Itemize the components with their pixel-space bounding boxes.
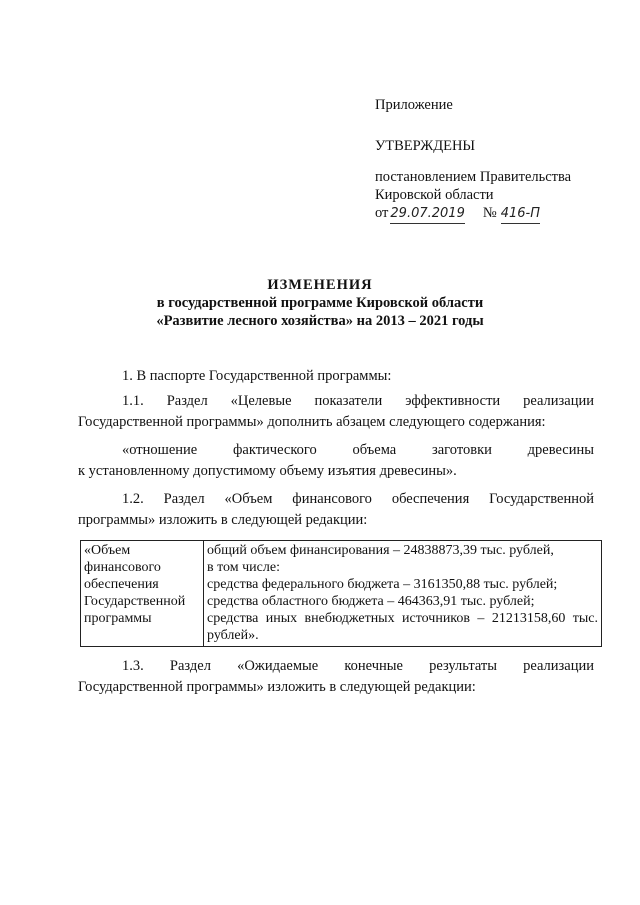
approved-label: УТВЕРЖДЕНЫ	[375, 138, 476, 154]
table-row	[81, 541, 602, 647]
value-line: средства федерального бюджета – 3161350,88 тыс. рублей;	[207, 577, 558, 592]
paragraph-1-3-line-1: 1.3. Раздел «Ожидаемые конечные результаты реализации	[122, 658, 594, 674]
label-line: «Объем	[84, 543, 131, 558]
paragraph-1-1	[78, 391, 594, 433]
label-line: программы	[84, 611, 152, 626]
paragraph-1-2-line-1: 1.2. Раздел «Объем финансового обеспечения Государственной	[122, 491, 594, 507]
value-line: рублей».	[207, 628, 259, 643]
document-heading	[0, 276, 640, 330]
paragraph-1: 1. В паспорте Государственной программы:	[122, 368, 392, 384]
paragraph-1-3	[78, 656, 594, 698]
heading-line-2: в государственной программе Кировской области	[156, 295, 484, 311]
quoted-indicator-line-2: к установленному допустимому объему изъятия древесины».	[78, 463, 457, 479]
value-line: общий объем финансирования – 24838873,39 тыс. рублей,	[207, 543, 554, 558]
label-line: обеспечения	[84, 577, 159, 592]
handwritten-date: 29.07.2019	[390, 205, 464, 224]
resolution-line-2: Кировской области	[375, 187, 494, 203]
value-line: в том числе:	[207, 560, 280, 575]
quoted-indicator-line-1: «отношение фактического объема заготовки древесины	[122, 442, 594, 458]
table-cell-value	[204, 541, 602, 647]
heading-line-3: «Развитие лесного хозяйства» на 2013 – 2021 годы	[156, 313, 484, 329]
paragraph-1-2	[78, 489, 594, 531]
financing-table	[80, 540, 602, 647]
date-number-line	[375, 204, 540, 224]
heading-title: ИЗМЕНЕНИЯ	[267, 277, 373, 293]
paragraph-1-3-line-2: Государственной программы» изложить в следующей редакции:	[78, 679, 476, 695]
paragraph-1-2-line-2: программы» изложить в следующей редакции:	[78, 512, 368, 528]
value-line: средства иных внебюджетных источников – 21213158,60 тыс.	[207, 611, 598, 626]
label-line: Государственной	[84, 594, 186, 609]
number-label: №	[482, 205, 497, 221]
appendix-label: Приложение	[375, 97, 453, 113]
paragraph-1-1-line-1: 1.1. Раздел «Целевые показатели эффективности реализации	[122, 393, 594, 409]
resolution-line-1: постановлением Правительства	[375, 169, 572, 185]
label-line: финансового	[84, 560, 161, 575]
quoted-indicator	[78, 440, 594, 482]
handwritten-number: 416-П	[501, 205, 540, 224]
from-label: от	[375, 205, 389, 221]
table-cell-label	[81, 541, 204, 647]
value-line: средства областного бюджета – 464363,91 тыс. рублей;	[207, 594, 535, 609]
paragraph-1-1-line-2: Государственной программы» дополнить абзацем следующего содержания:	[78, 414, 546, 430]
